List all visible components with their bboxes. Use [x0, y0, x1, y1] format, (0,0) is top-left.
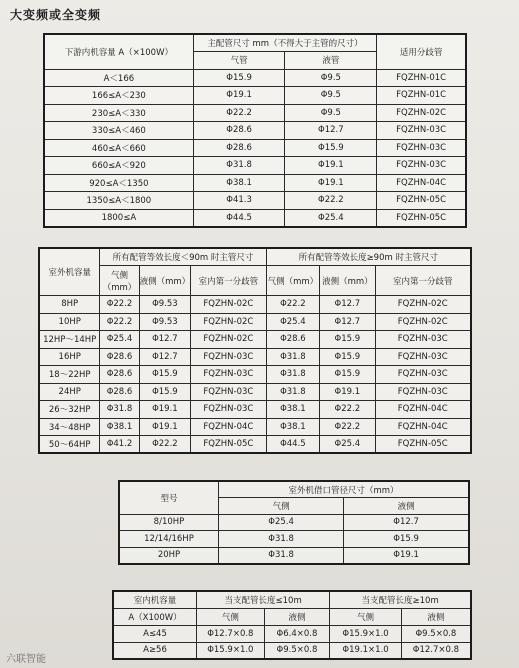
table-cell: FQZHN-03C [191, 401, 266, 419]
table-cell: FQZHN-01C [377, 69, 466, 87]
page-heading: 大变频或全变频 [10, 8, 102, 22]
table-cell: Φ25.4 [100, 331, 139, 349]
col-header-liquid-side: 液侧（mm） [139, 266, 191, 296]
table-cell: Φ38.1 [266, 401, 320, 419]
table-cell: Φ22.2 [266, 296, 320, 314]
table-cell: Φ38.1 [266, 418, 320, 436]
table-cell: Φ15.9×1.0 [197, 642, 265, 659]
table-cell: Φ22.2 [320, 418, 375, 436]
table-cell: FQZHN-03C [377, 139, 466, 157]
table-cell: FQZHN-02C [191, 313, 266, 331]
col-header-connection-size: 室外机借口管径尺寸（mm） [218, 481, 469, 498]
table-cell: FQZHN-03C [191, 366, 266, 384]
col-header-group-over-90m: 所有配管等效长度≥90m 时主管尺寸 [266, 248, 471, 266]
col-header-gas-side: 气侧（mm） [100, 266, 139, 296]
table-cell: Φ19.1 [285, 174, 377, 192]
col-header-outdoor-capacity: 室外机容量 [39, 248, 100, 296]
table-cell: Φ19.1 [139, 401, 191, 419]
footer-logo: 六联智能 [6, 654, 46, 665]
table-row [44, 157, 466, 175]
table-cell: 166≤A＜230 [44, 87, 193, 105]
table-cell: FQZHN-05C [377, 192, 466, 210]
table-cell: Φ22.2 [100, 296, 139, 314]
table-row [39, 418, 471, 436]
table-cell: Φ25.4 [285, 209, 377, 227]
table-row [119, 547, 469, 564]
table-row [113, 642, 471, 659]
table-row [119, 531, 469, 548]
table-cell: Φ31.8 [266, 383, 320, 401]
table-row [39, 296, 471, 314]
col-header-group-under-90m: 所有配管等效长度＜90m 时主管尺寸 [100, 248, 266, 266]
table-cell: Φ31.8 [193, 157, 285, 175]
col-header-branch-over-10m: 当支配管长度≥10m [330, 591, 471, 608]
table-cell: Φ41.3 [193, 192, 285, 210]
table-cell: Φ28.6 [193, 139, 285, 157]
col-header-capacity-unit: A（X100W） [113, 608, 197, 625]
table-cell: Φ6.4×0.8 [264, 625, 330, 642]
table-cell: Φ44.5 [193, 209, 285, 227]
table-cell: Φ15.9 [139, 383, 191, 401]
table-cell: 12HP～14HP [39, 331, 100, 349]
table-cell: Φ31.8 [266, 348, 320, 366]
table-cell: Φ25.4 [320, 436, 375, 454]
table-row [39, 366, 471, 384]
table-row [44, 192, 466, 210]
table-cell: Φ9.53 [139, 313, 191, 331]
table-cell: Φ41.2 [100, 436, 139, 454]
table-cell: Φ9.5×0.8 [401, 625, 471, 642]
table-cell: 8/10HP [119, 514, 218, 531]
table-cell: Φ31.8 [218, 547, 343, 564]
table-cell: FQZHN-02C [375, 296, 471, 314]
table-cell: 660≤A＜920 [44, 157, 193, 175]
table-row [39, 383, 471, 401]
col-header-gas-side: 气侧（mm） [266, 266, 320, 296]
table-row [119, 514, 469, 531]
table-cell: Φ19.1 [139, 418, 191, 436]
table-cell: Φ12.7 [344, 514, 469, 531]
table-cell: 920≤A＜1350 [44, 174, 193, 192]
table-cell: 230≤A＜330 [44, 104, 193, 122]
table-cell: Φ15.9 [320, 366, 375, 384]
table-cell: Φ25.4 [218, 514, 343, 531]
table-cell: 8HP [39, 296, 100, 314]
table-cell: Φ12.7×0.8 [401, 642, 471, 659]
table-cell: FQZHN-05C [375, 436, 471, 454]
table-cell: Φ22.2 [320, 401, 375, 419]
table-cell: Φ28.6 [100, 383, 139, 401]
table-row [39, 401, 471, 419]
table-cell: 10HP [39, 313, 100, 331]
table-cell: Φ38.1 [100, 418, 139, 436]
table-cell: FQZHN-03C [375, 331, 471, 349]
table-cell: Φ12.7 [139, 348, 191, 366]
table-cell: 1350≤A＜1800 [44, 192, 193, 210]
table-cell: 18～22HP [39, 366, 100, 384]
table-cell: Φ15.9 [193, 69, 285, 87]
table-cell: A≥56 [113, 642, 197, 659]
table-cell: Φ12.7×0.8 [197, 625, 265, 642]
table-cell: FQZHN-03C [375, 383, 471, 401]
table-cell: Φ15.9 [139, 366, 191, 384]
table-cell: Φ28.6 [266, 331, 320, 349]
col-header-branch: 适用分歧管 [377, 34, 466, 69]
table-row [113, 625, 471, 642]
table-cell: A＜166 [44, 69, 193, 87]
main-pipe-size-table [43, 33, 467, 228]
table-cell: FQZHN-03C [191, 383, 266, 401]
table-cell: 16HP [39, 348, 100, 366]
table-row [39, 436, 471, 454]
table-cell: FQZHN-03C [191, 348, 266, 366]
col-header-liquid: 液管 [285, 52, 377, 70]
table-cell: 50～64HP [39, 436, 100, 454]
table-cell: Φ19.1×1.0 [330, 642, 402, 659]
col-header-branch-under-10m: 当支配管长度≤10m [197, 591, 330, 608]
table-cell: Φ38.1 [193, 174, 285, 192]
table-cell: Φ28.6 [100, 348, 139, 366]
table-cell: Φ9.5 [285, 87, 377, 105]
table-cell: Φ31.8 [218, 531, 343, 548]
table-cell: Φ12.7 [139, 331, 191, 349]
table-cell: Φ28.6 [193, 122, 285, 140]
table-cell: Φ15.9×1.0 [330, 625, 402, 642]
outdoor-main-pipe-table [38, 247, 472, 454]
table-row [39, 331, 471, 349]
table-cell: FQZHN-02C [191, 296, 266, 314]
table-cell: FQZHN-02C [375, 313, 471, 331]
table-cell: Φ31.8 [266, 366, 320, 384]
table-row [44, 139, 466, 157]
table-cell: FQZHN-04C [375, 401, 471, 419]
table-cell: A≤45 [113, 625, 197, 642]
table-cell: Φ9.5×0.8 [264, 642, 330, 659]
table-cell: Φ9.5 [285, 69, 377, 87]
table-cell: Φ12.7 [320, 313, 375, 331]
table-cell: FQZHN-03C [375, 366, 471, 384]
table-cell: FQZHN-01C [377, 87, 466, 105]
table-cell: 26～32HP [39, 401, 100, 419]
col-header-gas: 气侧 [218, 498, 343, 515]
table-cell: FQZHN-03C [377, 157, 466, 175]
table-cell: FQZHN-03C [377, 122, 466, 140]
table-cell: Φ22.2 [193, 104, 285, 122]
table-cell: 24HP [39, 383, 100, 401]
table-row [44, 174, 466, 192]
table-cell: Φ22.2 [285, 192, 377, 210]
col-header-liquid: 液侧 [344, 498, 469, 515]
table-cell: Φ28.6 [100, 366, 139, 384]
col-header-first-branch: 室内第一分歧管 [191, 266, 266, 296]
table-cell: Φ19.1 [285, 157, 377, 175]
table-cell: 330≤A＜460 [44, 122, 193, 140]
table-cell: Φ15.9 [320, 331, 375, 349]
table-row [44, 209, 466, 227]
table-cell: Φ12.7 [285, 122, 377, 140]
table-cell: FQZHN-04C [377, 174, 466, 192]
table-cell: FQZHN-03C [375, 348, 471, 366]
table-cell: Φ15.9 [320, 348, 375, 366]
col-header-model: 型号 [119, 481, 218, 514]
table-cell: FQZHN-05C [377, 209, 466, 227]
table-row [44, 87, 466, 105]
col-header-indoor-capacity: 下游内机容量 A（×100W） [44, 34, 193, 69]
table-row [44, 122, 466, 140]
table-cell: Φ25.4 [266, 313, 320, 331]
col-header-main-pipe: 主配管尺寸 mm（不得大于主管的尺寸） [193, 34, 376, 52]
table-cell: 460≤A＜660 [44, 139, 193, 157]
table-cell: FQZHN-05C [191, 436, 266, 454]
table-cell: Φ19.1 [193, 87, 285, 105]
table-cell: Φ22.2 [100, 313, 139, 331]
table-cell: FQZHN-04C [191, 418, 266, 436]
table-cell: FQZHN-02C [377, 104, 466, 122]
table-row [39, 313, 471, 331]
table-cell: FQZHN-04C [375, 418, 471, 436]
col-header-first-branch: 室内第一分歧管 [375, 266, 471, 296]
table-row [44, 69, 466, 87]
table-cell: Φ9.5 [285, 104, 377, 122]
table-cell: 20HP [119, 547, 218, 564]
table-cell: Φ19.1 [344, 547, 469, 564]
table-cell: 12/14/16HP [119, 531, 218, 548]
table-row [44, 104, 466, 122]
col-header-gas: 气侧 [330, 608, 402, 625]
table-row [39, 348, 471, 366]
col-header-liquid: 液侧 [401, 608, 471, 625]
table-cell: Φ19.1 [320, 383, 375, 401]
col-header-gas: 气侧 [197, 608, 265, 625]
outdoor-connection-size-table [118, 480, 470, 565]
table-cell: Φ9.53 [139, 296, 191, 314]
table-cell: 34～48HP [39, 418, 100, 436]
col-header-liquid-side: 液侧（mm） [320, 266, 375, 296]
table-cell: Φ31.8 [100, 401, 139, 419]
table-cell: Φ44.5 [266, 436, 320, 454]
table-cell: Φ22.2 [139, 436, 191, 454]
branch-pipe-size-table [112, 590, 472, 660]
col-header-indoor-capacity: 室内机容量 [113, 591, 197, 608]
col-header-gas: 气管 [193, 52, 285, 70]
table-cell: Φ15.9 [344, 531, 469, 548]
table-cell: Φ15.9 [285, 139, 377, 157]
table-cell: Φ12.7 [320, 296, 375, 314]
col-header-liquid: 液侧 [264, 608, 330, 625]
table-cell: 1800≤A [44, 209, 193, 227]
table-cell: FQZHN-02C [191, 331, 266, 349]
